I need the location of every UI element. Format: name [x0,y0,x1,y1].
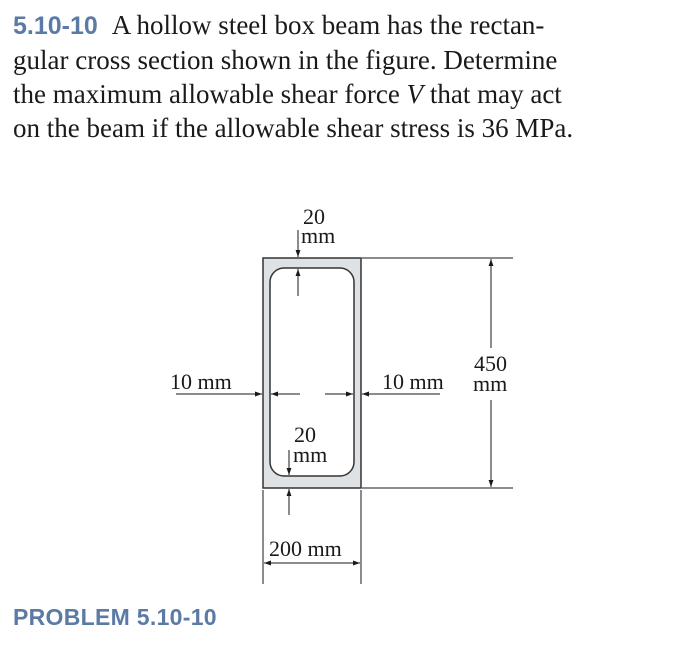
problem-caption: PROBLEM 5.10-10 [13,604,217,630]
top-thickness-value: 20 [303,204,325,229]
problem-line-2: gular cross section shown in the figure. Determine [13,45,558,75]
problem-line-4: on the beam if the allowable shear stress is 36 MPa. [13,113,574,143]
problem-text-3: the maximum allowable shear force [13,79,400,109]
left-wall-label: 10 mm [170,369,232,394]
bottom-thickness-value: 20 [294,422,316,447]
bottom-thickness-unit: mm [293,442,328,467]
width-label: 200 mm [269,536,342,561]
problem-text-1: A hollow steel box beam has the rectan- [111,10,545,40]
height-value: 450 [474,351,507,376]
right-wall-label: 10 mm [382,369,444,394]
height-unit: mm [473,371,508,396]
shear-force-variable: V [406,79,424,109]
top-thickness-unit: mm [301,223,336,248]
problem-text-3b: that may act [429,79,562,109]
problem-number: 5.10-10 [13,12,98,40]
